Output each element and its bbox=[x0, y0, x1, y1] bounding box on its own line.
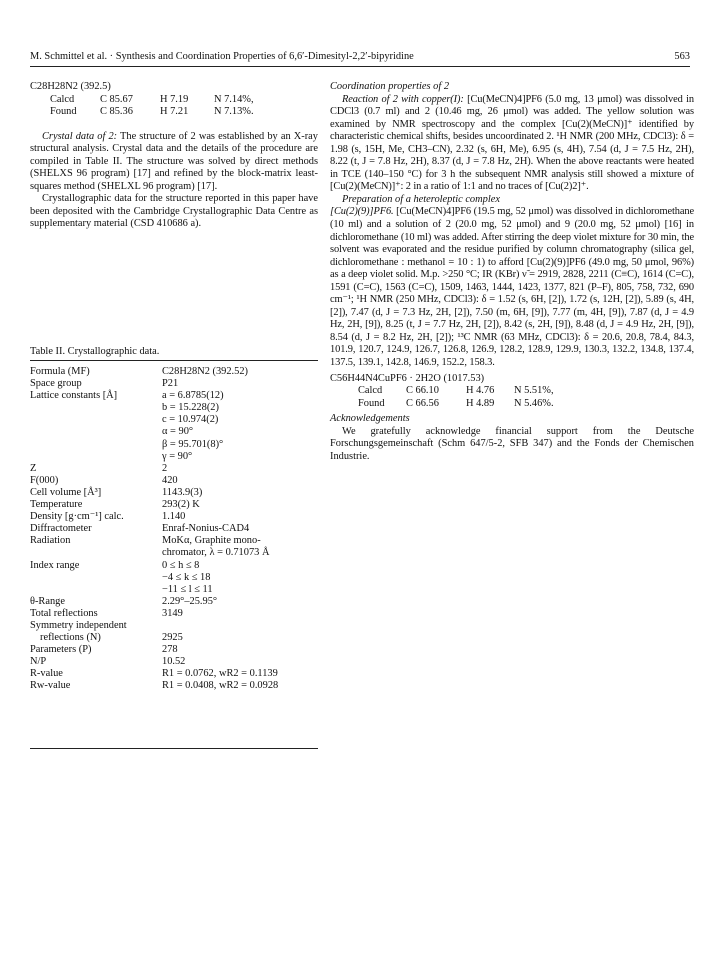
table-value: 2.29°–25.95° bbox=[162, 595, 218, 607]
table-value: a = 6.8785(12) bbox=[162, 390, 224, 402]
table-key bbox=[30, 572, 162, 584]
table-value: 2 bbox=[162, 462, 168, 474]
table-value: 3149 bbox=[162, 607, 183, 619]
table-key: N/P bbox=[30, 656, 47, 668]
prep-heading: Preparation of a heteroleptic complex bbox=[342, 193, 500, 205]
table-row bbox=[30, 475, 320, 487]
table-value: 2925 bbox=[162, 632, 183, 644]
table-key: reflections (N) bbox=[40, 632, 101, 644]
table-key bbox=[30, 426, 162, 438]
table-row bbox=[30, 511, 320, 523]
table-value: R1 = 0.0762, wR2 = 0.1139 bbox=[162, 668, 278, 680]
table-value: 293(2) K bbox=[162, 499, 200, 511]
table-key bbox=[30, 584, 162, 596]
table-key bbox=[30, 439, 162, 451]
table-value: 1.140 bbox=[162, 511, 186, 523]
table-value: MoKα, Graphite mono- bbox=[162, 535, 261, 547]
table-value: β = 95.701(8)° bbox=[162, 438, 224, 450]
table-value: 420 bbox=[162, 474, 178, 486]
table-key bbox=[30, 547, 162, 559]
table-value: 0 ≤ h ≤ 8 bbox=[162, 559, 200, 571]
found-h: H 7.21 bbox=[160, 106, 189, 118]
table-key: Formula (MF) bbox=[30, 366, 90, 377]
table-value: −4 ≤ k ≤ 18 bbox=[162, 571, 211, 583]
table-row bbox=[30, 644, 320, 656]
table-key: Index range bbox=[30, 559, 80, 571]
formula-2: C56H44N4CuPF6 · 2H2O (1017.53) bbox=[330, 372, 485, 384]
prep-heading-2: [Cu(2)(9)]PF6. bbox=[330, 206, 394, 218]
found-c: C 85.36 bbox=[100, 106, 133, 118]
table-top-rule bbox=[30, 360, 318, 361]
table-key: Z bbox=[30, 462, 37, 474]
table-row bbox=[30, 608, 320, 620]
table-value: −11 ≤ l ≤ 11 bbox=[162, 583, 213, 595]
found-label: Found bbox=[50, 106, 77, 118]
table-key: Density [g·cm⁻¹] calc. bbox=[30, 511, 124, 523]
table-key: Space group bbox=[30, 378, 82, 390]
table-key: θ-Range bbox=[30, 595, 65, 607]
table-value: α = 90° bbox=[162, 426, 194, 438]
table-key: Temperature bbox=[30, 499, 83, 511]
table-key: F(000) bbox=[30, 474, 59, 486]
found-n-2: N 5.46%. bbox=[514, 397, 554, 409]
calcd-h-2: H 4.76 bbox=[466, 385, 495, 397]
table-row bbox=[30, 390, 320, 402]
table-row bbox=[30, 366, 320, 378]
table-value: 1143.9(3) bbox=[162, 486, 203, 498]
table-key bbox=[30, 414, 162, 426]
analysis-calcd-1 bbox=[30, 94, 318, 107]
prep-text: [Cu(MeCN)4]PF6 (19.5 mg, 52 μmol) was dissolved in dichloromethane (10 ml) and a solution of 2 (20.0 mg, 52 μmol) and 9 (20.0 mg, 52 μmol) [16] in dichloromethane (10 ml) was added. After stirring the deep violet mixture for 30 min, the solvent was evaporated and the residue purified by column chromatography (silica gel, dichloromethane : methanol = 10 : 1) to afford [Cu(2)(9)]PF6 (49.0 mg, 50 μmol, 96%) as a deep violet solid. M.p. >250 °C; IR (KBr) ν̃ = 2919, 2828, 2211 (C≡C), 1614 (C=C), 1591 (C=C), 1563 (C=C), 1509, 1463, 1444, 1423, 1377, 821 (P–F), 805, 758, 732, 690 cm⁻¹; ¹H NMR (250 MHz, CDCl3): δ = 1.52 (s, 6H, [2]), 1.72 (s, 12H, [2]), 5.89 (s, 4H, [2]), 7.47 (d, J = 7.3 Hz, 2H, [2]), 7.50 (m, 6H, [9]), 7.77 (m, 4H, [9]), 7.87 (d, J = 4.9 Hz, 2H, [9]), 8.25 (t, J = 7.7 Hz, 2H, [2]), 8.42 (s, 2H, [9]), 8.48 (d, J = 4.9 Hz, 2H, [9]), 8.54 (d, J = 8.2 Hz, 2H, [2]); ¹³C NMR (63 MHz, CDCl3): δ = 20.6, 20.8, 78.4, 84.3, 101.9, 120.7, 124.9, 126.7, 126.8, 126.9, 128.2, 128.9, 129.9, 130.3, 132.2, 134.8, 137.4, 137.5, 139.1, 142.8, 146.9, 152.2, 158.3. bbox=[330, 206, 694, 369]
table-row bbox=[30, 620, 320, 632]
prep-paragraph bbox=[330, 206, 694, 369]
table-row bbox=[30, 414, 320, 426]
table-value: 10.52 bbox=[162, 656, 186, 668]
table-row bbox=[30, 572, 320, 584]
table-key bbox=[30, 402, 162, 414]
cu1-paragraph bbox=[330, 94, 694, 194]
table-key: R-value bbox=[30, 668, 63, 680]
calcd-n-2: N 5.51%, bbox=[514, 385, 554, 397]
table-key: Parameters (P) bbox=[30, 644, 92, 656]
table-row bbox=[30, 523, 320, 535]
cu1-text: [Cu(MeCN)4]PF6 (5.0 mg, 13 μmol) was dissolved in CDCl3 (0.7 ml) and 2 (10.46 mg, 26 μmol) was added. The yellow solution was examined by NMR spectroscopy and the complex [Cu(2)(MeCN)]⁺ identified by characteristic chemical shifts, besides uncoordinated 2. ¹H NMR (200 MHz, CDCl3): δ = 1.98 (s, 15H, Me, CH3–CN), 2.32 (s, 6H, Me), 6.95 (s, 4H), 7.54 (d, J = 7.5 Hz, 2H), 8.22 (t, J = 7.8 Hz, 2H), 8.37 (d, J = 7.8 Hz, 2H). When the above reactants were heated in TCE (140–150 °C) for 3 h the subsequent NMR analysis still showed a mixture of [Cu(2)(MeCN)]⁺: 2 in a ratio of 1:1 and no traces of [Cu(2)2]⁺. bbox=[330, 93, 694, 193]
table-key: Cell volume [Å³] bbox=[30, 486, 102, 498]
table-row bbox=[30, 487, 320, 499]
table-value: Enraf-Nonius-CAD4 bbox=[162, 523, 250, 535]
right-column bbox=[330, 81, 694, 463]
table-key: Diffractometer bbox=[30, 523, 92, 535]
table-row bbox=[30, 680, 320, 692]
table-key: Total reflections bbox=[30, 607, 98, 619]
table-row bbox=[30, 402, 320, 414]
coord-heading: Coordination properties of 2 bbox=[330, 81, 450, 92]
table-row bbox=[30, 535, 320, 547]
deposit-paragraph: Crystallographic data for the structure reported in this paper have been deposited with the Cambridge Crystallographic Data Centre as supplementary material (CSD 410686 a). bbox=[30, 193, 318, 230]
table-value: 278 bbox=[162, 644, 178, 656]
table-value: R1 = 0.0408, wR2 = 0.0928 bbox=[162, 680, 279, 692]
calcd-label-2: Calcd bbox=[358, 385, 383, 397]
crystal-text: The structure of 2 was established by an X-ray structural analysis. Crystal data and the details of the procedure are compiled in Table II. The structure was solved by direct methods (SHELXS 96 program) [17] and refined by the block-matrix least-squares method (SHELXL 96 program) [17]. bbox=[30, 130, 318, 192]
crystal-data-table bbox=[30, 366, 320, 693]
table-row bbox=[30, 547, 320, 559]
calcd-c-2: C 66.10 bbox=[406, 385, 439, 397]
analysis-found-1 bbox=[30, 106, 318, 119]
table-row bbox=[30, 632, 320, 644]
table-key: Symmetry independent bbox=[30, 619, 127, 631]
table-row bbox=[30, 499, 320, 511]
table-row bbox=[30, 584, 320, 596]
ack-heading: Acknowledgements bbox=[330, 413, 410, 425]
crystal-paragraph bbox=[30, 131, 318, 194]
calcd-n: N 7.14%, bbox=[214, 93, 254, 105]
table-key: Radiation bbox=[30, 535, 71, 547]
table-key bbox=[30, 451, 162, 463]
ack-paragraph: We gratefully acknowledge financial support from the Deutsche Forschungsgemeinschaft (Schm 647/5-2, SFB 347) and the Fonds der Chemischen Industrie. bbox=[330, 425, 694, 462]
running-title: M. Schmittel et al. · Synthesis and Coordination Properties of 6,6′-Dimesityl-2,2′-bipyridine bbox=[30, 51, 414, 62]
table-key: Lattice constants [Å] bbox=[30, 390, 118, 402]
left-column bbox=[30, 81, 318, 231]
calcd-c: C 85.67 bbox=[100, 93, 133, 105]
table-row bbox=[30, 426, 320, 438]
table-value: b = 15.228(2) bbox=[162, 402, 219, 414]
table-caption: Table II. Crystallographic data. bbox=[30, 346, 160, 357]
table-row bbox=[30, 378, 320, 390]
table-row bbox=[30, 439, 320, 451]
calcd-label: Calcd bbox=[50, 93, 75, 105]
table-value: C28H28N2 (392.52) bbox=[162, 366, 249, 377]
page-number: 563 bbox=[674, 51, 690, 62]
found-label-2: Found bbox=[358, 397, 385, 409]
table-row bbox=[30, 656, 320, 668]
table-key: Rw-value bbox=[30, 680, 71, 692]
table-value: c = 10.974(2) bbox=[162, 414, 219, 426]
table-value: chromator, λ = 0.71073 Å bbox=[162, 547, 270, 559]
table-row bbox=[30, 463, 320, 475]
crystal-heading: Crystal data of 2: bbox=[42, 130, 118, 142]
table-bottom-rule bbox=[30, 748, 318, 749]
found-n: N 7.13%. bbox=[214, 106, 254, 118]
calcd-h: H 7.19 bbox=[160, 93, 189, 105]
table-row bbox=[30, 596, 320, 608]
formula-1: C28H28N2 (392.5) bbox=[30, 81, 111, 92]
table-value bbox=[162, 620, 320, 632]
table-row bbox=[30, 560, 320, 572]
table-value: γ = 90° bbox=[162, 450, 193, 462]
table-row bbox=[30, 451, 320, 463]
found-c-2: C 66.56 bbox=[406, 397, 439, 409]
table-row bbox=[30, 668, 320, 680]
table-value: P21 bbox=[162, 378, 179, 390]
cu1-heading: Reaction of 2 with copper(I): bbox=[342, 93, 464, 105]
header-rule bbox=[30, 66, 690, 67]
analysis-found-2 bbox=[330, 398, 694, 411]
analysis-calcd-2 bbox=[330, 385, 694, 398]
found-h-2: H 4.89 bbox=[466, 397, 495, 409]
